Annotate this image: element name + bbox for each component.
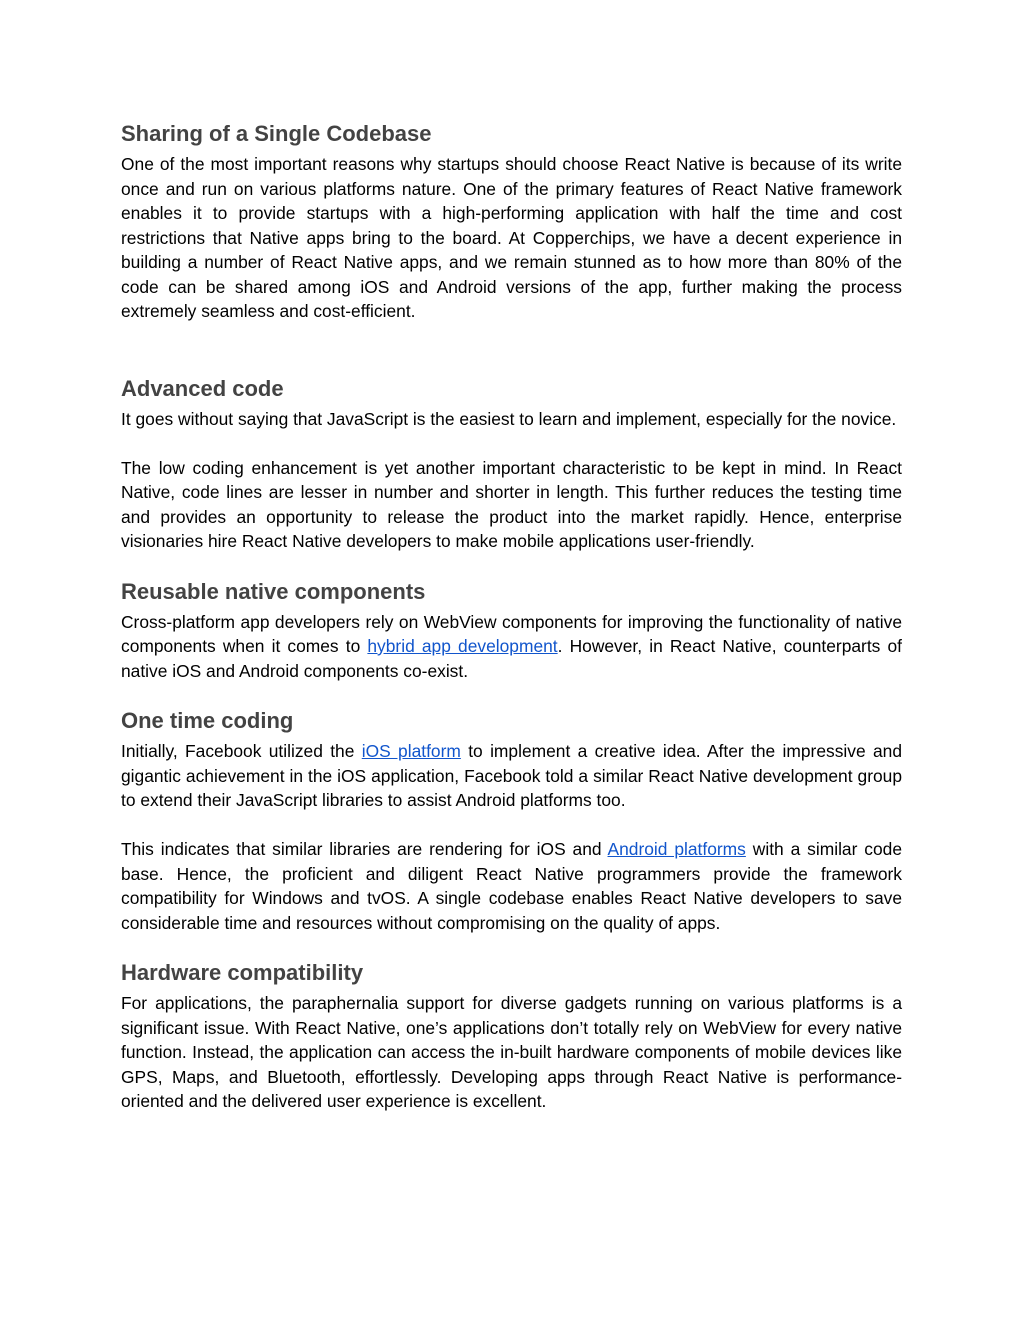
hybrid-app-development-link[interactable]: hybrid app development — [367, 636, 558, 656]
section-title: Hardware compatibility — [121, 960, 364, 985]
paragraph-text: Cross-platform app developers rely on WebView components for improving the functionality of native components when it comes to — [121, 611, 902, 656]
paragraph-text: to implement a creative idea. After the impressive and gigantic achievement in the iOS application, Facebook told a similar React Native development group to extend their JavaScript libraries to assist Android platforms too. — [121, 741, 902, 810]
section-title: Reusable native components — [121, 578, 426, 604]
section-reusable-components — [121, 576, 902, 684]
paragraph — [121, 837, 902, 935]
paragraph — [121, 610, 902, 684]
section-advanced-code — [121, 373, 902, 554]
section-title: Advanced code — [121, 375, 284, 401]
section-title: One time coding — [121, 708, 294, 733]
paragraph-text: This indicates that similar libraries are rendering for iOS and — [121, 839, 608, 859]
document-page — [121, 118, 902, 1114]
paragraph-text: with a similar code base. Hence, the proficient and diligent React Native programmers provide the framework compatibility for Windows and tvOS. A single codebase enables React Native developers to save considerable time and resources without compromising on the quality of apps. — [121, 839, 902, 933]
section-one-time-coding — [121, 705, 902, 935]
ios-platform-link[interactable]: iOS platform — [361, 741, 461, 761]
paragraph-text: Initially, Facebook utilized the — [121, 741, 362, 761]
paragraph: The low coding enhancement is yet another important characteristic to be kept in mind. In React Native, code lines are lesser in number and shorter in length. This further reduces the testing time and provides an opportunity to release the product into the market rapidly. Hence, enterprise visionaries hire React Native developers to make mobile applications user-friendly. — [121, 457, 902, 551]
section-title: Sharing of a Single Codebase — [121, 121, 432, 146]
section-sharing-codebase — [121, 118, 902, 324]
paragraph: It goes without saying that JavaScript is the easiest to learn and implement, especially for the novice. — [121, 408, 897, 429]
paragraph — [121, 739, 902, 813]
paragraph: For applications, the paraphernalia support for diverse gadgets running on various platforms is a significant issue. With React Native, one’s applications don’t totally rely on WebView for every native function. Instead, the application can access the in-built hardware components of mobile devices like GPS, Maps, and Bluetooth, effortlessly. Developing apps through React Native is performance-oriented and the delivered user experience is excellent. — [121, 993, 902, 1111]
paragraph: One of the most important reasons why startups should choose React Native is because of its write once and run on various platforms nature. One of the primary features of React Native framework enables it to provide startups with a high-performing application with half the time and cost restrictions that Native apps bring to the board. At Copperchips, we have a decent experience in building a number of React Native apps, and we remain stunned as to how more than 80% of the code can be shared among iOS and Android versions of the app, further making the process extremely seamless and cost-efficient. — [121, 154, 902, 321]
paragraph-spacer — [121, 813, 902, 838]
section-hardware-compatibility — [121, 957, 902, 1114]
paragraph-text: . However, in React Native, counterparts of native iOS and Android components co-exist. — [121, 636, 902, 681]
paragraph-spacer — [121, 431, 902, 456]
android-platforms-link[interactable]: Android platforms — [607, 839, 746, 859]
